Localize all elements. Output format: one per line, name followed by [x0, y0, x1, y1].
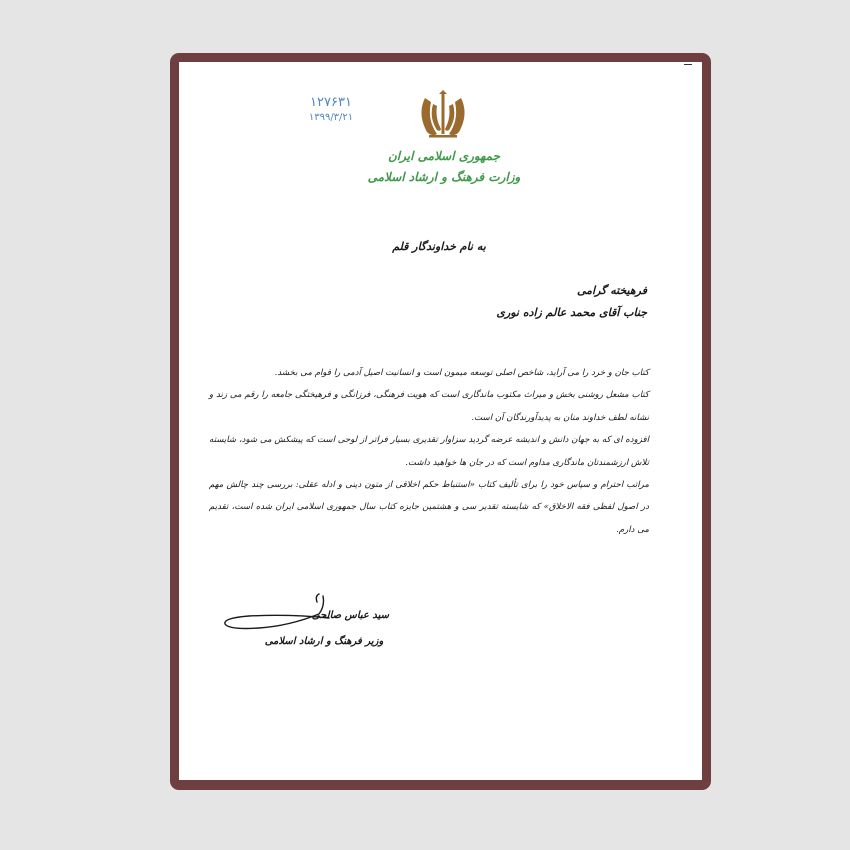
letter-body [209, 362, 649, 541]
ministry-name: وزارت فرهنگ و ارشاد اسلامی [367, 170, 521, 184]
letter-sheet [179, 62, 702, 780]
letter-number: ۱۲۷۶۳۱ [310, 95, 352, 110]
signature-block [219, 592, 389, 682]
salutation-greeting: فرهیخته گرامی [576, 284, 647, 297]
corner-mark [684, 64, 692, 65]
letter-date: ۱۳۹۹/۳/۲۱ [308, 112, 354, 123]
salutation-recipient: جناب آقای محمد عالم زاده نوری [496, 306, 647, 319]
ministry-country: جمهوری اسلامی ایران [387, 149, 501, 163]
body-paragraph: افزوده ای که به جهان دانش و اندیشه عرضه گردید سزاوار تقدیری بسیار فراتر از لوحی است که پیشکش می شود، شایسته تلاش ارزشمندتان ماندگاری مداوم است که در جان ها خواهید داشت. [209, 435, 649, 468]
signer-title: وزیر فرهنگ و ارشاد اسلامی [264, 636, 384, 647]
salutation [387, 280, 647, 324]
invocation: به نام خداوندگار قلم [392, 240, 486, 253]
body-paragraph: مراتب احترام و سپاس خود را برای تألیف کتاب «استنباط حکم اخلاقی از متون دینی و ادله عقلی: بررسی چند چالش مهم در اصول لفظی فقه الاخلاق» که شایسته تقدیر سی و هشتمین جایزه کتاب سال جمهوری اسلامی ایران شده است، تقدیم می دارم. [209, 480, 649, 535]
ministry-header [359, 146, 529, 188]
signer-name: سید عباس صالحی [311, 610, 389, 621]
iran-emblem-icon [415, 90, 471, 140]
body-paragraph: کتاب جان و خرد را می آراید، شاخص اصلی توسعه میمون است و انسانیت اصیل آدمی را قوام می بخشد. [274, 368, 649, 378]
document-frame [170, 53, 711, 790]
body-paragraph: کتاب مشعل روشنی بخش و میراث مکتوب ماندگاری است که هویت فرهنگی، فرزانگی و فرهیختگی جامعه را رقم می زند و نشانه لطف خداوند منان به پدیدآورندگان آن است. [209, 390, 649, 423]
